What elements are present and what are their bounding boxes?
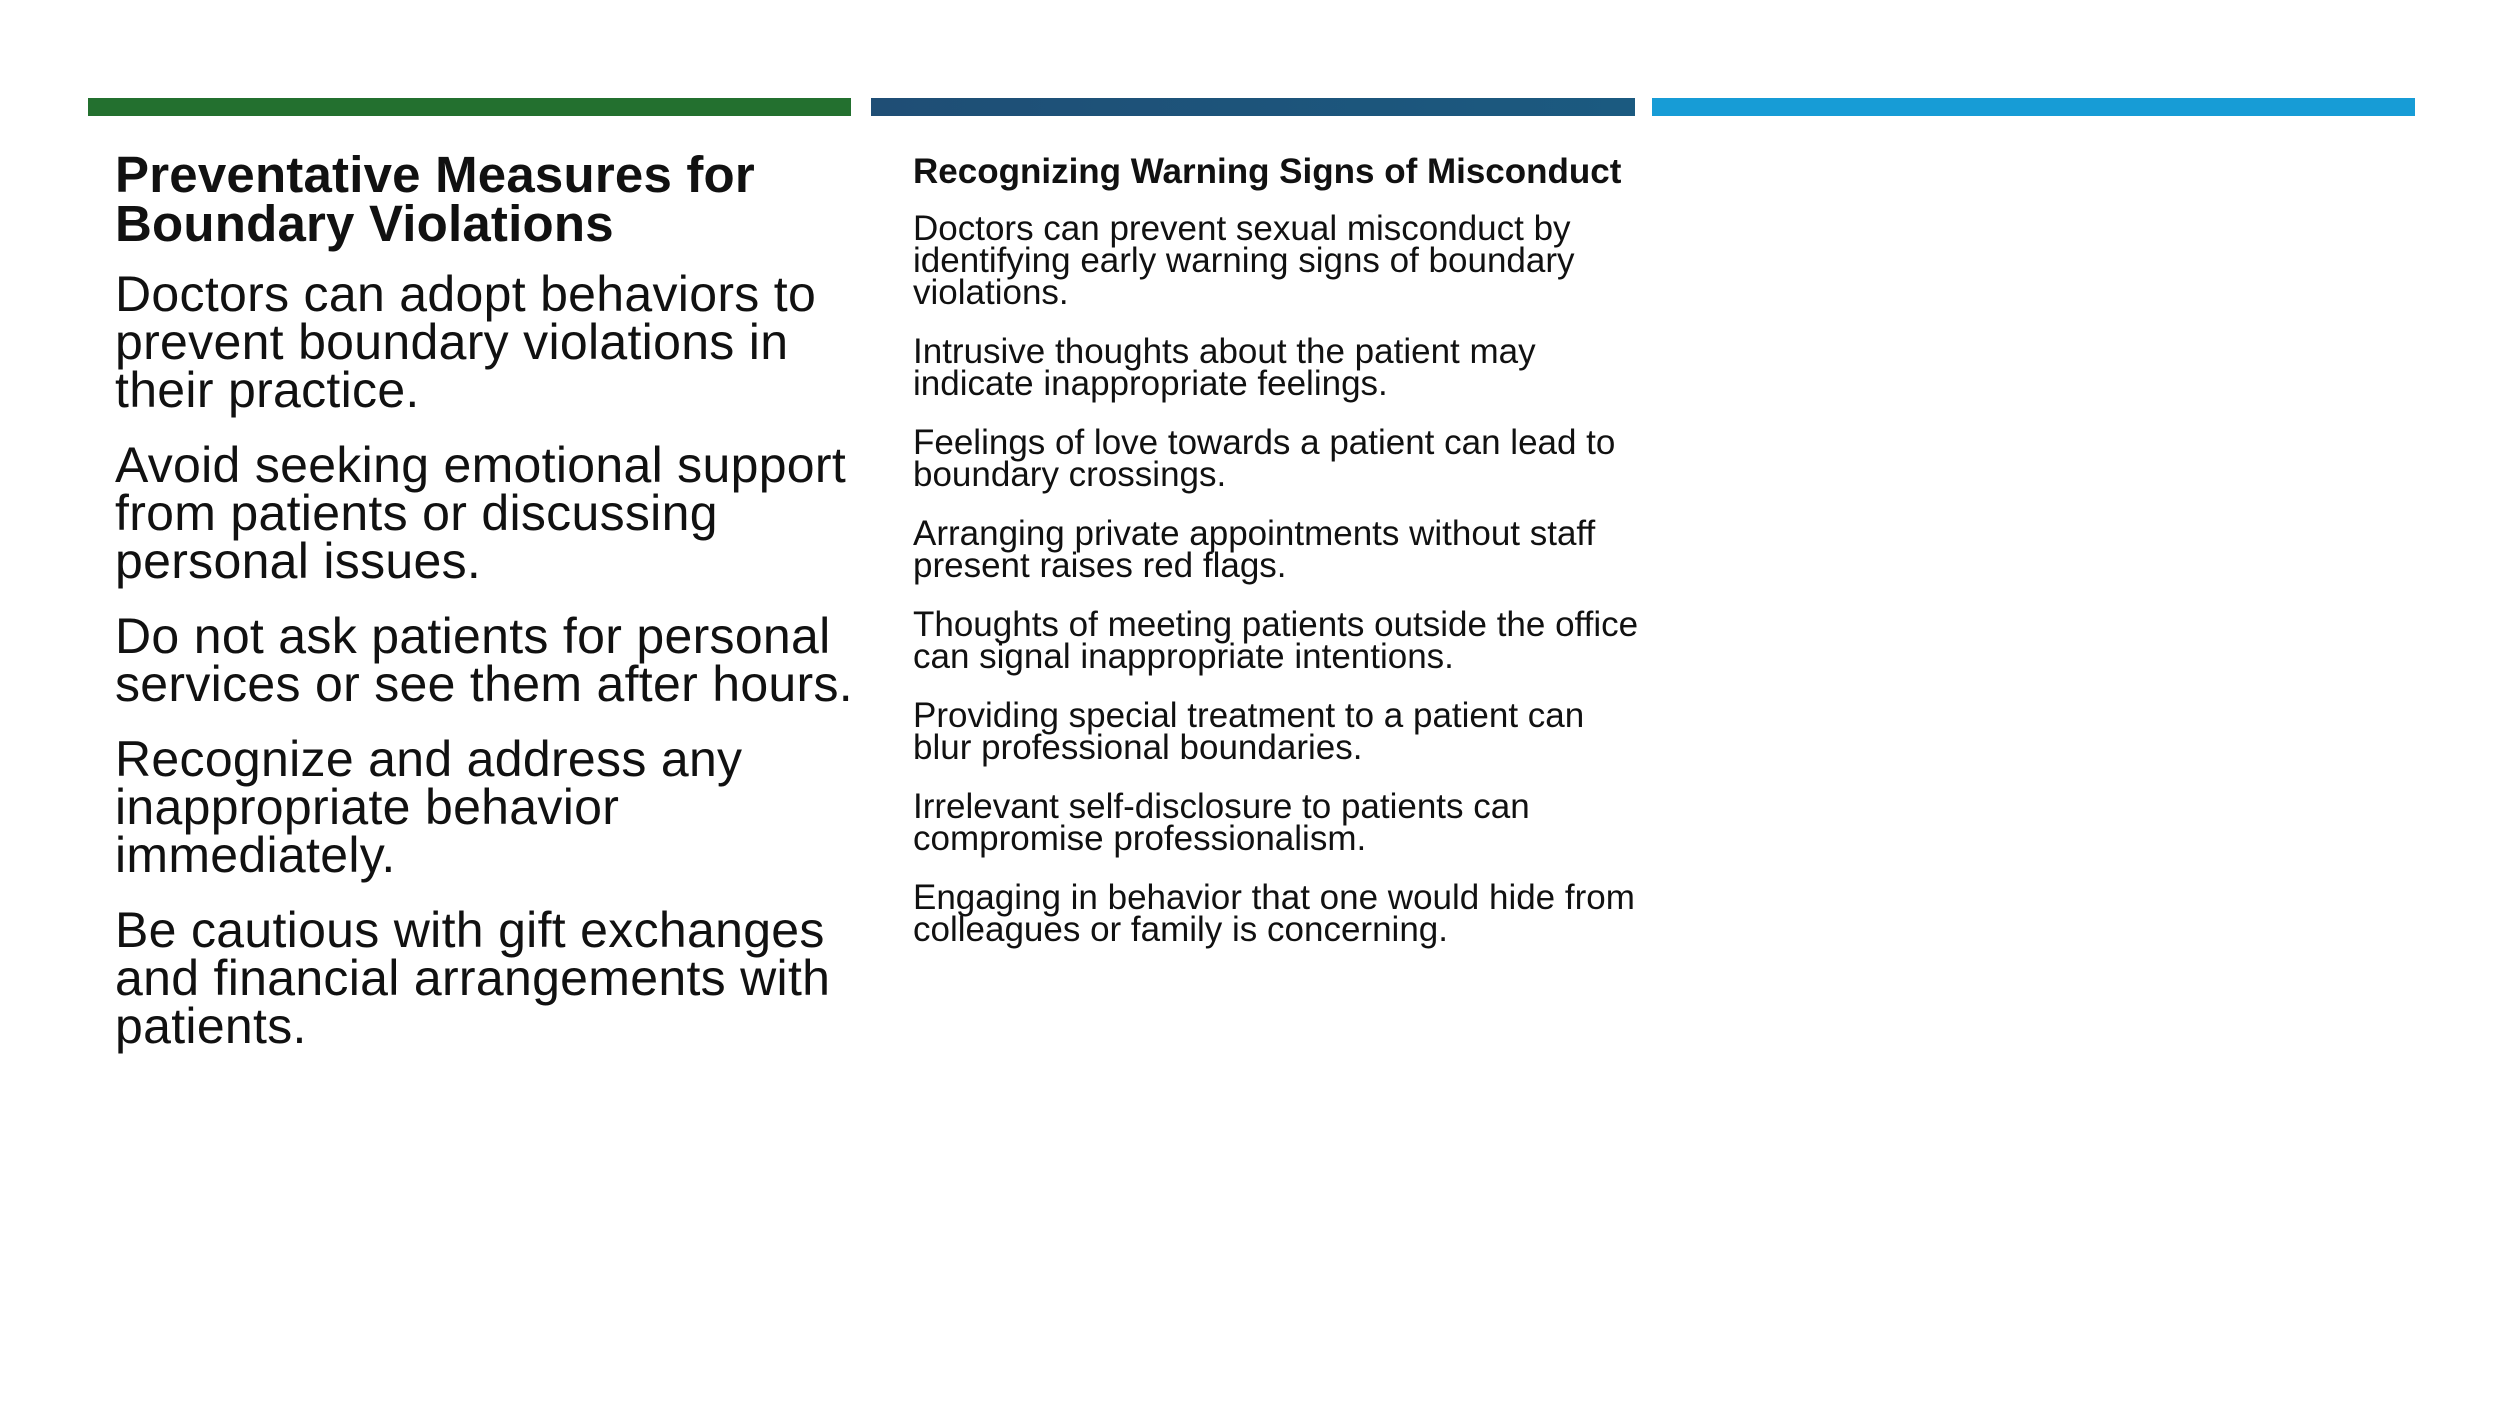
left-item: Recognize and address any inappropriate behavior immediately. — [115, 731, 743, 883]
left-item: Avoid seeking emotional support from patients or discussing personal issues. — [115, 437, 847, 589]
middle-item: Intrusive thoughts about the patient may indicate inappropriate feelings. — [913, 332, 1536, 403]
middle-column — [913, 152, 1643, 973]
left-item: Doctors can adopt behaviors to prevent boundary violations in their practice. — [115, 266, 817, 418]
left-column-title: Preventative Measures for Boundary Violations — [115, 146, 755, 252]
left-item: Do not ask patients for personal services or see them after hours. — [115, 608, 853, 712]
accent-bar-green — [88, 98, 851, 116]
middle-item: Providing special treatment to a patient can blur professional boundaries. — [913, 696, 1585, 767]
middle-item: Engaging in behavior that one would hide from colleagues or family is concerning. — [913, 878, 1635, 949]
middle-column-title: Recognizing Warning Signs of Misconduct — [913, 152, 1622, 191]
middle-item: Doctors can prevent sexual misconduct by identifying early warning signs of boundary violations. — [913, 209, 1575, 312]
middle-item: Arranging private appointments without staff present raises red flags. — [913, 514, 1596, 585]
middle-item: Feelings of love towards a patient can lead to boundary crossings. — [913, 423, 1616, 494]
middle-item: Irrelevant self-disclosure to patients can compromise professionalism. — [913, 787, 1530, 858]
left-column — [115, 146, 855, 1077]
left-item: Be cautious with gift exchanges and financial arrangements with patients. — [115, 902, 831, 1054]
accent-bar-blue — [1652, 98, 2415, 116]
accent-bar-navy — [871, 98, 1635, 116]
middle-item: Thoughts of meeting patients outside the office can signal inappropriate intentions. — [913, 605, 1639, 676]
